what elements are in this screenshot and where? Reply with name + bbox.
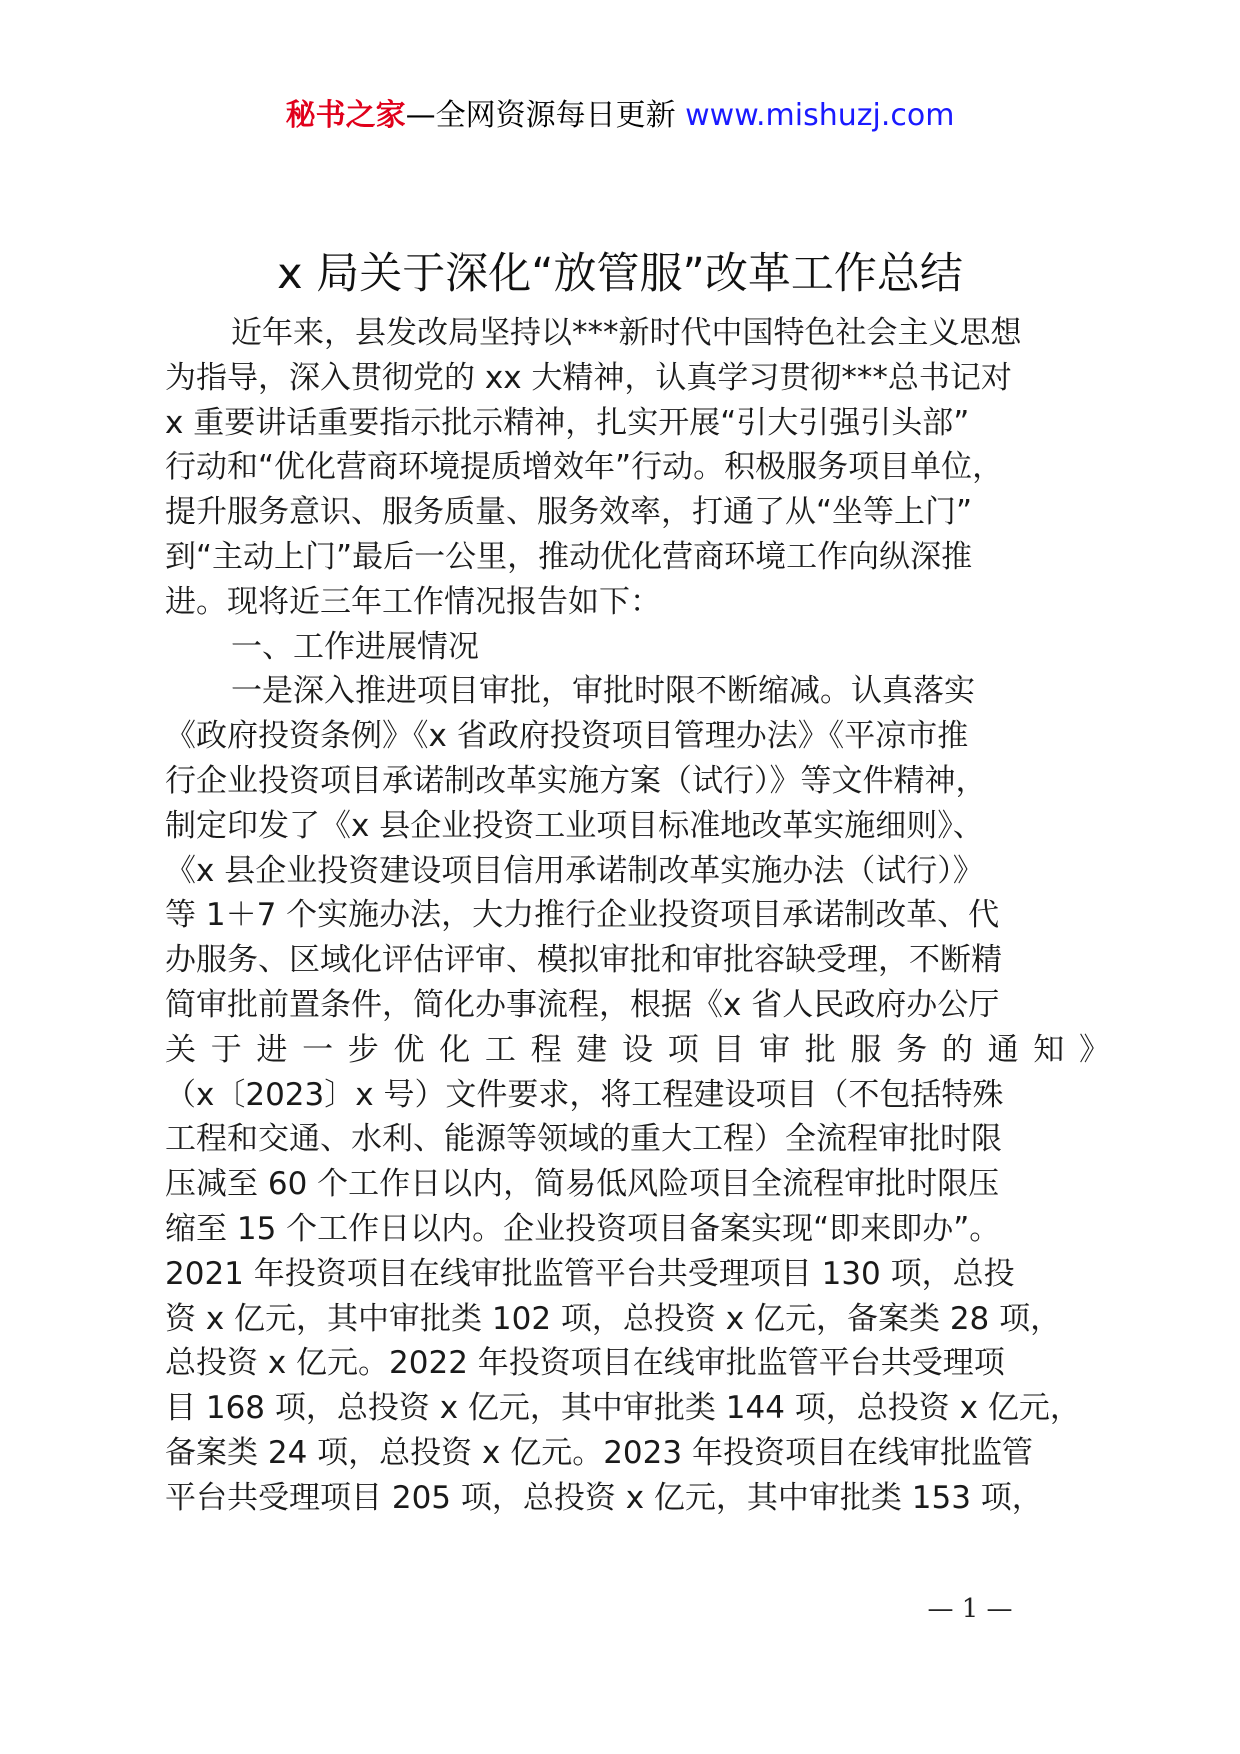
text-line: x 重要讲话重要指示批示精神，扎实开展“引大引强引头部” bbox=[165, 404, 970, 441]
document-title: x 局关于深化“放管服”改革工作总结 bbox=[277, 249, 963, 299]
text-line: 《政府投资条例》《x 省政府投资项目管理办法》《平凉市推 bbox=[165, 718, 969, 755]
text-line: 为指导，深入贯彻党的 xx 大精神，认真学习贯彻***总书记对 bbox=[165, 359, 1012, 396]
text-line: 一是深入推进项目审批，审批时限不断缩减。认真落实 bbox=[231, 673, 975, 710]
text-line: 行动和“优化营商环境提质增效年”行动。积极服务项目单位， bbox=[165, 449, 1004, 486]
text-line: 行企业投资项目承诺制改革实施方案（试行）》等文件精神， bbox=[165, 762, 987, 799]
text-line: 提升服务意识、服务质量、服务效率，打通了从“坐等上门” bbox=[165, 494, 973, 531]
text-line: 办服务、区域化评估评审、模拟审批和审批容缺受理，不断精 bbox=[165, 942, 1002, 979]
text-line: 到“主动上门”最后一公里，推动优化营商环境工作向纵深推 bbox=[165, 538, 973, 575]
text-line: 压减至 60 个工作日以内，简易低风险项目全流程审批时限压 bbox=[165, 1166, 1000, 1203]
text-line: 平台共受理项目 205 项，总投资 x 亿元，其中审批类 153 项， bbox=[165, 1479, 1043, 1516]
site-header bbox=[0, 96, 1240, 136]
header-slogan: —全网资源每日更新 bbox=[405, 98, 676, 133]
text-line: 目 168 项，总投资 x 亿元，其中审批类 144 项，总投资 x 亿元， bbox=[165, 1390, 1081, 1427]
text-line: 《x 县企业投资建设项目信用承诺制改革实施办法（试行）》 bbox=[165, 852, 984, 889]
page-number: — 1 — bbox=[927, 1594, 1013, 1624]
text-line: 制定印发了《x 县企业投资工业项目标准地改革实施细则》、 bbox=[165, 807, 984, 844]
text-line: 资 x 亿元，其中审批类 102 项，总投资 x 亿元，备案类 28 项， bbox=[165, 1300, 1062, 1337]
text-line: 进。现将近三年工作情况报告如下： bbox=[165, 583, 661, 620]
text-line: 缩至 15 个工作日以内。企业投资项目备案实现“即来即办”。 bbox=[165, 1210, 1001, 1247]
text-line: 等 1＋7 个实施办法，大力推行企业投资项目承诺制改革、代 bbox=[165, 897, 1000, 934]
text-line: 总投资 x 亿元。2022 年投资项目在线审批监管平台共受理项 bbox=[165, 1345, 1005, 1382]
text-line: 备案类 24 项，总投资 x 亿元。2023 年投资项目在线审批监管 bbox=[165, 1434, 1033, 1471]
text-line: 关于进一步优化工程建设项目审批服务的通知》 bbox=[165, 1031, 1110, 1068]
text-line: 近年来，县发改局坚持以***新时代中国特色社会主义思想 bbox=[231, 315, 1022, 351]
text-line: 工程和交通、水利、能源等领域的重大工程）全流程审批时限 bbox=[165, 1121, 1002, 1158]
text-line: 简审批前置条件，简化办事流程，根据《x 省人民政府办公厅 bbox=[165, 986, 1000, 1023]
document-body bbox=[165, 311, 1110, 1521]
section-heading: 一、工作进展情况 bbox=[231, 628, 479, 665]
text-line: （x〔2023〕x 号）文件要求，将工程建设项目（不包括特殊 bbox=[165, 1076, 1004, 1113]
text-line: 2021 年投资项目在线审批监管平台共受理项目 130 项，总投 bbox=[165, 1255, 1015, 1292]
brand-name: 秘书之家 bbox=[285, 98, 406, 133]
site-url[interactable]: www.mishuzj.com bbox=[685, 98, 955, 133]
